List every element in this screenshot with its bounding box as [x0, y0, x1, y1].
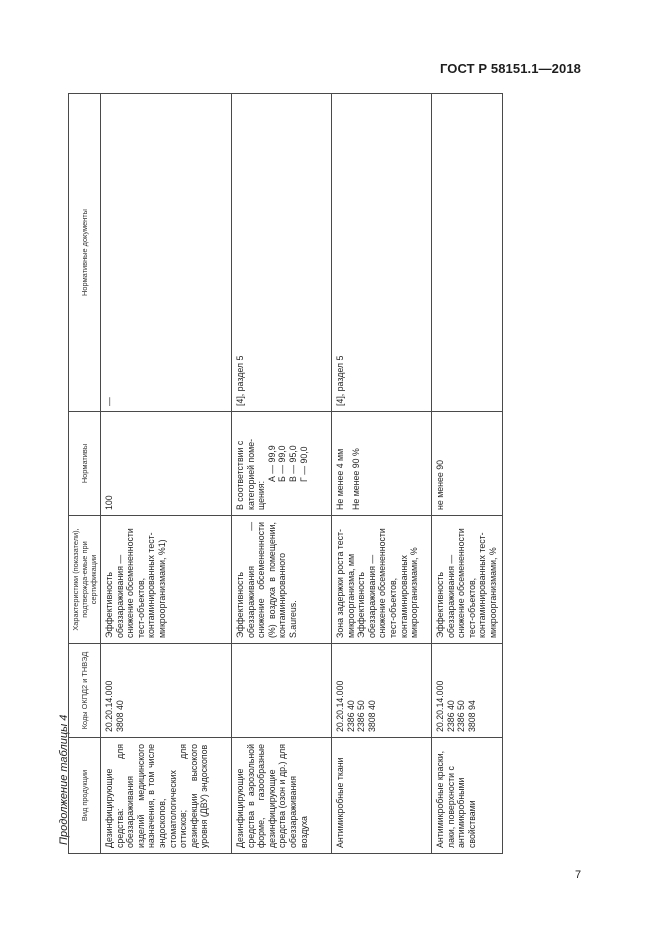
table-header-row [69, 94, 101, 854]
table-row [232, 94, 332, 854]
table-row [101, 94, 232, 854]
norm-line: Не менее 90 % [350, 448, 361, 510]
cell-product: Антимикробные краски, лаки, поверхности с антимикробными свойствами [432, 738, 503, 854]
document-ref: — [104, 397, 114, 406]
code-line: 20.20.14.000 [104, 680, 114, 732]
cell-codes [432, 644, 503, 738]
code-line: 3808 94 [466, 700, 477, 732]
table-row [432, 94, 503, 854]
document-ref: [4], раздел 5 [335, 355, 345, 406]
characteristic-line: Эффективность обеззараживания — снижение обсемененности тест-объектов, контаминированных микроорганизмами, % [356, 528, 420, 638]
cell-codes [232, 644, 332, 738]
cell-norms [101, 412, 232, 516]
table-row [332, 94, 432, 854]
cell-characteristics: Эффективность обеззараживания — снижение обсемененности (%) воздуха в помещении, контаминированного S.aureus. [232, 516, 332, 644]
code-line: 2386 40 [445, 700, 456, 732]
cell-characteristics: Эффективность обеззараживания — снижение обсемененности тест-объектов, контаминированных тест-микроорганизмами, %1) [101, 516, 232, 644]
col-header-product: Вид продукции [69, 738, 101, 854]
rotated-table-wrapper [68, 94, 498, 854]
code-line: 3808 40 [114, 700, 125, 732]
cell-codes [101, 644, 232, 738]
code-line: 2386 40 [345, 700, 356, 732]
cell-product: Дезинфицирующие средства: для обеззараживания изделий медицинского назначения, в том числе эндоскопов, стоматологических оттисков; для дезинфекции высокого уровня (ДВУ) эндоскопов [101, 738, 232, 854]
norm-line: В соответствии с категорией поме-щения: [235, 438, 267, 510]
cell-documents [332, 94, 432, 412]
document-code: ГОСТ Р 58151.1—2018 [439, 61, 581, 76]
cell-norms [432, 412, 503, 516]
cell-product: Дезинфицирующие средства в аэрозольной форме, газообразные дезинфицирующие средства (озон и др.) для обеззараживания воздуха [232, 738, 332, 854]
cell-product: Антимикробные ткани [332, 738, 432, 854]
norm-line: Б — 99,0 [277, 445, 288, 482]
code-line: 2386 50 [356, 700, 367, 732]
code-line: 3808 40 [366, 700, 377, 732]
table-caption: Продолжение таблицы 4 [58, 714, 70, 845]
page-number: 7 [575, 869, 582, 881]
cell-norms [232, 412, 332, 516]
col-header-characteristics: Характеристики (показатели), подтвержда-емые при сертификации [69, 516, 101, 644]
code-line: 20.20.14.000 [335, 680, 345, 732]
norm-line: Не менее 4 мм [335, 448, 345, 510]
cell-characteristics [332, 516, 432, 644]
cell-codes [332, 644, 432, 738]
norm-line: В — 95,0 [287, 445, 298, 482]
norm-line: А — 99,9 [266, 445, 277, 482]
norm-line: Г — 90,0 [298, 446, 309, 482]
code-line: 20.20.14.000 [435, 680, 445, 732]
norm-line: не менее 90 [435, 459, 445, 510]
code-line: 2386 50 [456, 700, 467, 732]
document-ref: [4], раздел 5 [235, 355, 245, 406]
cell-documents [232, 94, 332, 412]
certification-table [68, 93, 503, 854]
cell-norms [332, 412, 432, 516]
cell-documents [432, 94, 503, 412]
col-header-codes: Коды ОКПД2 и ТНВЭД [69, 644, 101, 738]
cell-characteristics: Эффективность обеззараживания — снижение обсемененности тест-объектов, контаминированных тест-микроорганизмами, % [432, 516, 503, 644]
characteristic-line: Зона задержки роста тест-микроорганизма, мм [335, 529, 356, 638]
col-header-documents: Нормативные документы [69, 94, 101, 412]
norm-line: 100 [104, 495, 114, 510]
cell-documents [101, 94, 232, 412]
col-header-norms: Нормативы [69, 412, 101, 516]
